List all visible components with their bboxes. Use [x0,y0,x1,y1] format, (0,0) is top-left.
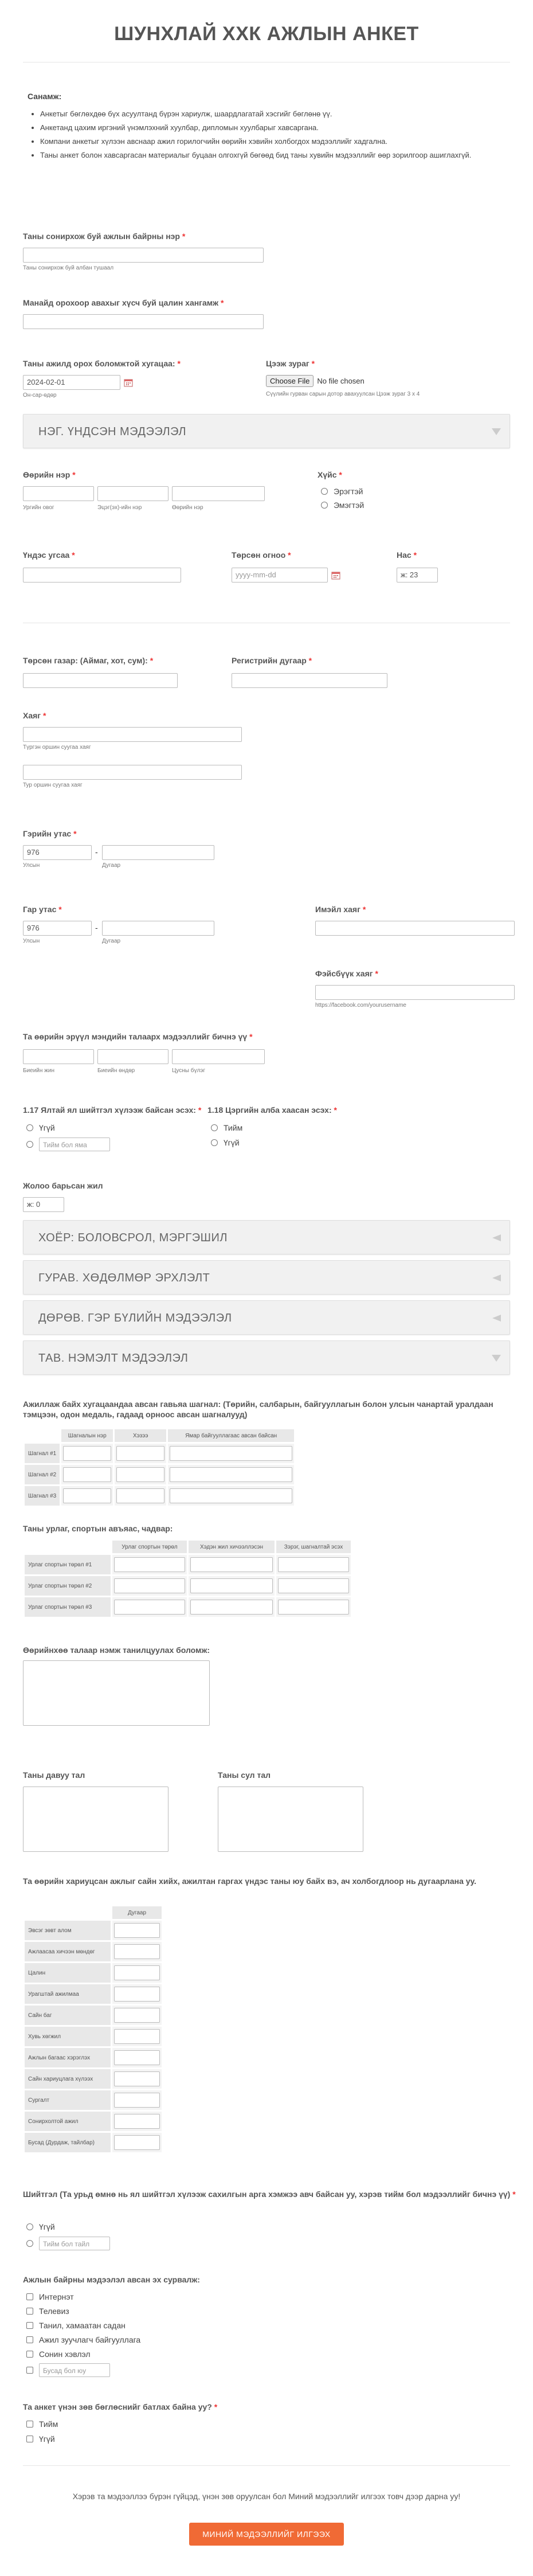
contract-label: Шийтгэл (Та урьд өмнө нь ял шийтгэл хүлээж сахилгын арга хэмжээ авч байсан уу, хэрэв тийм бол мэдээллийг бичнэ үү) * [23,2190,516,2199]
source-option[interactable]: Телевиз [26,2307,69,2316]
radio-button[interactable] [211,1124,218,1131]
column-header: Зэрэг, шагналтай эсэх [276,1541,351,1553]
notice-item: • Анкетанд цахим иргэний үнэмлэхний хуулбар, дипломын хуулбарыг хавсаргана. [40,123,509,133]
home-phone-number-input[interactable] [102,845,214,860]
table-row [25,2133,162,2152]
phone-dash: - [95,923,98,932]
photo-upload[interactable] [266,375,365,387]
notice-block [28,92,509,164]
row-header: Сайн хариуцлага хүлээх [25,2069,111,2089]
table-row [25,2027,162,2046]
row-header: Эвсэг зөвт алом [25,1921,111,1940]
column-header: Ямар байгууллагаас авсан байсан [168,1429,294,1442]
table-cell-input[interactable] [63,1446,111,1461]
section-family[interactable] [23,1300,510,1335]
table-row [25,1444,294,1463]
height-sublabel: Биеийн өндөр [97,1068,135,1074]
section-title: НЭГ. ҮНДСЭН МЭДЭЭЛЭЛ [38,425,186,438]
section-education[interactable] [23,1220,510,1254]
weight-sublabel: Биеийн жин [23,1068,54,1074]
experience-label: Жолоо барьсан жил [23,1181,103,1190]
experience-input[interactable]: ж: 0 [23,1197,64,1212]
table-row [25,1597,351,1617]
table-cell-input[interactable] [114,1578,185,1593]
choose-file-button[interactable]: Choose File [266,375,313,387]
email-input[interactable] [315,921,515,936]
ethnicity-label: Үндэс угсаа * [23,550,75,560]
mobile-code-input[interactable]: 976 [23,921,92,936]
row-header: Хувь хөгжил [25,2027,111,2046]
contract-option-other[interactable] [26,2237,110,2250]
column-header: Хэдэн жил хичээллэсэн [189,1541,275,1553]
table-cell-input[interactable] [114,2114,160,2129]
source-other-input[interactable]: Бусад бол юу [39,2363,110,2377]
awards-label: Ажиллаж байх хугацаандаа авсан гавьяа шагнал: (Төрийн, салбарын, байгууллагын болон улсын чанартай уралдаан тэмцээн, одон медаль, гадаад орноос авсан шагналууд) [23,1400,493,1419]
chevron-down-icon [491,427,501,436]
source-option[interactable]: Танил, хамаатан садан [26,2321,126,2330]
checkbox[interactable] [26,2336,33,2343]
row-header: Урлаг спортын төрөл #2 [25,1576,111,1596]
row-header: Сонирхолтой ажил [25,2112,111,2131]
last-name-input[interactable] [23,486,94,501]
row-header: Ажлын багаас хэрэглэх [25,2048,111,2067]
home-phone-number-sublabel: Дугаар [102,862,121,869]
table-row [25,2069,162,2089]
table-cell-input[interactable] [114,2071,160,2086]
checkbox[interactable] [26,2351,33,2358]
birthplace-label: Төрсөн газар: (Аймаг, хот, сум): * [23,656,154,665]
age-input[interactable]: ж: 23 [397,568,438,583]
last-name-sublabel: Ургийн овог [23,505,54,511]
table-cell-input[interactable] [114,2008,160,2023]
salary-input[interactable] [23,314,264,329]
checkbox[interactable] [26,2436,33,2442]
skills-label: Та өөрийн хариуцсан ажлыг сайн хийх, ажилтан гаргах үндэс таны юу байх вэ, ач холбогдлоор нь дугаарлана уу. [23,1877,476,1886]
section-additional[interactable] [23,1340,510,1375]
register-label: Регистрийн дугаар * [232,656,312,665]
section-basic-info[interactable] [23,414,510,448]
table-cell-input[interactable] [116,1467,164,1482]
row-header: Сургалт [25,2090,111,2110]
home-phone-code-input[interactable]: 976 [23,845,92,860]
talents-label: Таны урлаг, спортын авъяас, чадвар: [23,1524,173,1533]
awards-table [23,1428,296,1507]
address-current-input[interactable] [23,727,242,742]
home-phone-code-sublabel: Улсын [23,862,40,869]
source-option[interactable]: Ажил зуучлагч байгууллага [26,2335,140,2344]
table-cell-input[interactable] [63,1488,111,1503]
talents-table [23,1539,352,1619]
contract-option-no[interactable]: Үгүй [26,2222,55,2231]
truth-option-yes[interactable]: Тийм [26,2419,58,2429]
radio-button[interactable] [211,1139,218,1146]
row-header: Урлаг спортын төрөл #3 [25,1597,111,1617]
home-phone-label: Гэрийн утас * [23,829,77,838]
row-header: Урагштай ажилмаа [25,1984,111,2004]
chevron-down-icon [491,1354,501,1363]
address-label: Хаяг * [23,711,46,720]
table-cell-input[interactable] [63,1467,111,1482]
row-header: Шагнал #3 [25,1486,60,1506]
table-row [25,1921,162,1940]
truth-option-no[interactable]: Үгүй [26,2434,55,2444]
radio-button[interactable] [26,1124,33,1131]
gender-option-female[interactable]: Эмэгтэй [321,501,364,510]
row-header: Шагнал #1 [25,1444,60,1463]
table-cell-input[interactable] [278,1557,349,1572]
section-title: ХОЁР: БОЛОВСРОЛ, МЭРГЭШИЛ [38,1232,228,1244]
radio-button[interactable] [321,488,328,495]
table-cell-input[interactable] [170,1467,292,1482]
position-sublabel: Таны сонирхож буй албан тушаал [23,265,114,271]
table-cell-input[interactable] [114,1987,160,2002]
table-cell-input[interactable] [114,1923,160,1938]
photo-sublabel: Сүүлийн гурван сарын дотор авахуулсан Цээж зураг 3 x 4 [266,391,420,397]
row-header: Бусад (Дурдаж, тайлбар) [25,2133,111,2152]
mobile-number-input[interactable] [102,921,214,936]
checkbox[interactable] [26,2322,33,2329]
position-input[interactable] [23,248,264,263]
weaknesses-textarea[interactable] [218,1787,363,1852]
gender-label: Хүйс * [318,470,342,479]
skills-table [23,1905,163,2154]
table-row [25,1942,162,1961]
birthplace-input[interactable] [23,673,178,688]
ethnicity-input[interactable] [23,568,181,583]
checkbox[interactable] [26,2293,33,2300]
email-label: Имэйл хаяг * [315,905,366,914]
blood-type-sublabel: Цусны бүлэг [172,1068,206,1074]
checkbox[interactable] [26,2367,33,2374]
source-option[interactable]: Интернэт [26,2292,74,2301]
gender-option-male[interactable]: Эрэгтэй [321,487,363,496]
table-cell-input[interactable] [170,1488,292,1503]
military-label: 1.18 Цэргийн алба хаасан эсэх: * [207,1105,337,1115]
weight-input[interactable] [23,1049,94,1064]
checkbox[interactable] [26,2421,33,2428]
strengths-textarea[interactable] [23,1787,168,1852]
table-row [25,1486,294,1506]
source-option-other[interactable] [26,2363,110,2377]
phone-dash: - [95,847,98,857]
table-row [25,2112,162,2131]
father-name-input[interactable] [97,486,168,501]
table-row [25,1963,162,1983]
column-header: Хэзээ [115,1429,166,1442]
address-registered-input[interactable] [23,765,242,780]
first-name-sublabel: Өөрийн нэр [172,505,203,511]
table-row [25,2006,162,2025]
table-cell-input[interactable] [278,1578,349,1593]
source-label: Ажлын байрны мэдээлэл авсан эх сурвалж: [23,2275,200,2284]
notice-item: • Анкетыг бөглөхдөө бүх асуултанд бүрэн хариулж, шаардлагатай хэсгийг бөглөнө үү. [40,109,509,119]
mobile-label: Гар утас * [23,905,62,914]
name-label: Өөрийн нэр * [23,470,76,479]
age-label: Нас * [397,550,417,560]
mobile-code-sublabel: Улсын [23,938,40,944]
table-cell-input[interactable] [116,1446,164,1461]
military-option-yes[interactable]: Тийм [211,1123,242,1132]
birth-date-label: Төрсөн огноо * [232,550,291,560]
table-cell-input[interactable] [114,1944,160,1959]
table-cell-input[interactable] [114,2093,160,2108]
table-cell-input[interactable] [190,1600,273,1615]
blood-type-input[interactable] [172,1049,265,1064]
photo-label: Цээж зураг * [266,359,315,368]
facebook-sublabel: https://facebook.com/yourusername [315,1002,406,1008]
calendar-icon[interactable] [124,378,133,387]
criminal-other-input[interactable]: Тийм бол яма [39,1137,110,1151]
height-input[interactable] [97,1049,168,1064]
file-status: No file chosen [317,377,365,385]
radio-button[interactable] [26,2223,33,2230]
table-cell-input[interactable] [116,1488,164,1503]
calendar-icon[interactable] [331,570,340,580]
footer-note: Хэрэв та мэдээллээ бүрэн гүйцэд, үнэн зөв оруулсан бол Миний мэдээллийг илгээх товч дээр дарна уу! [72,2492,461,2501]
address-current-sublabel: Түргэн оршин суугаа хаяг [23,744,91,750]
chevron-left-icon [491,1233,501,1242]
source-option[interactable]: Сонин хэвлэл [26,2350,91,2359]
table-row [25,1576,351,1596]
radio-button[interactable] [26,2240,33,2247]
table-cell-input[interactable] [114,2135,160,2150]
row-header: Урлаг спортын төрөл #1 [25,1555,111,1574]
first-name-input[interactable] [172,486,265,501]
section-title: ТАВ. НЭМЭЛТ МЭДЭЭЛЭЛ [38,1352,189,1365]
submit-button[interactable]: МИНИЙ МЭДЭЭЛЛИЙГ ИЛГЭЭХ [189,2523,344,2546]
register-input[interactable] [232,673,387,688]
table-row [25,1465,294,1484]
start-date-sublabel: Он-сар-өдөр [23,392,57,398]
about-label: Өөрийнхөө талаар нэмж танилцуулах боломж: [23,1645,210,1655]
form-title: ШУНХЛАЙ ХХК АЖЛЫН АНКЕТ [114,23,419,45]
table-cell-input[interactable] [114,1557,185,1572]
criminal-option-no[interactable]: Үгүй [26,1123,55,1132]
section-employment[interactable] [23,1260,510,1295]
facebook-input[interactable] [315,985,515,1000]
table-cell-input[interactable] [114,2029,160,2044]
contract-other-input[interactable]: Тийм бол тайл [39,2237,110,2250]
row-header: Шагнал #2 [25,1465,60,1484]
table-cell-input[interactable] [190,1557,273,1572]
section-title: ГУРАВ. ХӨДӨЛМӨР ЭРХЛЭЛТ [38,1272,210,1284]
table-row [25,2090,162,2110]
checkbox[interactable] [26,2308,33,2315]
column-header: Шагналын нэр [61,1429,113,1442]
birth-date-input[interactable]: yyyy-mm-dd [232,568,328,583]
divider [23,2465,510,2466]
table-cell-input[interactable] [278,1600,349,1615]
military-option-no[interactable]: Үгүй [211,1138,240,1147]
notice-item: • Компани анкетыг хүлээн авснаар ажил горилогчийн өөрийн хэвийн холбогдох мэдээллийг хадгална. [40,136,509,147]
start-date-label: Таны ажилд орох боломжтой хугацаа: * [23,359,181,368]
body-label: Та өөрийн эрүүл мэндийн талаарх мэдээллийг бичнэ үү * [23,1032,253,1041]
notice-title: Санамж: [28,92,62,101]
table-cell-input[interactable] [114,1600,185,1615]
table-row [25,1984,162,2004]
column-header: Урлаг спортын төрөл [112,1541,187,1553]
criminal-option-other[interactable] [26,1137,110,1151]
criminal-label: 1.17 Ялтай ял шийтгэл хүлээж байсан эсэх: * [23,1105,202,1115]
table-cell-input[interactable] [114,2050,160,2065]
facebook-label: Фэйсбүүк хаяг * [315,969,378,978]
notice-item: • Таны анкет болон хавсаргасан материалыг буцаан олгохгүй бөгөөд бид таны хувийн мэдээллийг өөр зорилгоор ашиглахгүй. [40,150,509,161]
radio-button[interactable] [26,1141,33,1148]
chevron-left-icon [491,1273,501,1283]
address-registered-sublabel: Тур оршин суугаа хаяг [23,782,83,788]
column-header: Дугаар [112,1906,162,1919]
strengths-label: Таны давуу тал [23,1770,85,1780]
row-header: Цалин [25,1963,111,1983]
row-header: Сайн баг [25,2006,111,2025]
radio-button[interactable] [321,502,328,509]
table-cell-input[interactable] [114,1965,160,1980]
start-date-input[interactable]: 2024-02-01 [23,375,120,390]
table-row [25,2048,162,2067]
chevron-left-icon [491,1314,501,1323]
table-cell-input[interactable] [190,1578,273,1593]
section-title: ДӨРӨВ. ГЭР БҮЛИЙН МЭДЭЭЛЭЛ [38,1312,232,1324]
notice-list [28,109,509,161]
about-textarea[interactable] [23,1660,210,1726]
row-header: Ажлаасаа хичээн мөндөг [25,1942,111,1961]
table-cell-input[interactable] [170,1446,292,1461]
position-label: Таны сонирхож буй ажлын байрны нэр * [23,232,186,241]
weaknesses-label: Таны сул тал [218,1770,271,1780]
truth-label: Та анкет үнэн зөв бөглөснийг батлах байна уу? * [23,2402,218,2411]
salary-label: Манайд орохоор авахыг хүсч буй цалин хангамж * [23,298,224,307]
mobile-number-sublabel: Дугаар [102,938,121,944]
table-row [25,1555,351,1574]
father-name-sublabel: Эцэг(эх)-ийн нэр [97,505,142,511]
